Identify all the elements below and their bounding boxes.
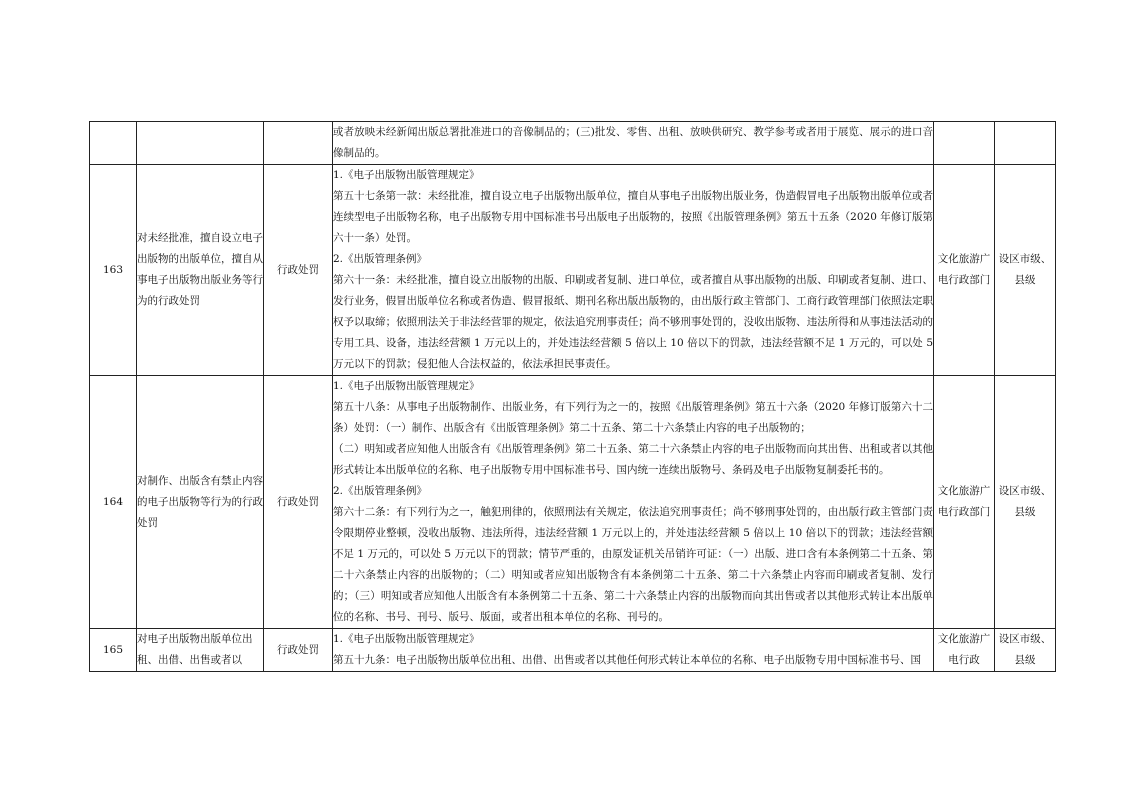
admin-level: 设区市级、县级 — [995, 376, 1056, 629]
item-type: 行政处罚 — [264, 629, 333, 672]
admin-level — [995, 122, 1056, 165]
table-row — [90, 165, 1056, 376]
legal-basis — [333, 165, 934, 376]
basis-line: 第六十二条：有下列行为之一，触犯刑律的，依照刑法有关规定，依法追究刑事责任；尚不够刑事处罚的，由出版行政主管部门责令限期停业整顿，没收出版物、违法所得，违法经营额 1 万元以上的，并处违法经营额 5 倍以上 10 倍以下的罚款；违法经营额不足 1 万元的，可以处 5 万元以下的罚款；情节严重的，由原发证机关吊销许可证：（一）出版、进口含有本条例第二十五条、第二十六条禁止内容的出版物的；（二）明知或者应知出版物含有本条例第二十五条、第二十六条禁止内容而印刷或者复制、发行的；（三）明知或者应知他人出版含有本条例第二十五条、第二十六条禁止内容的出版物而向其出售或者以其他形式转让本出版单位的名称、书号、刊号、版号、版面，或者出租本单位的名称、刊号的。 — [333, 506, 933, 623]
item-name: 对制作、出版含有禁止内容的电子出版物等行为的行政处罚 — [137, 376, 264, 629]
basis-line: 1.《电子出版物出版管理规定》 — [333, 633, 480, 645]
item-type — [264, 122, 333, 165]
basis-line: 第五十七条第一款：未经批准，擅自设立电子出版物出版单位，擅自从事电子出版物出版业务，伪造假冒电子出版物出版单位或者连续型电子出版物名称，电子出版物专用中国标准书号出版电子出版物的，按照《出版管理条例》第五十五条（2020 年修订版第六十一条）处罚。 — [333, 190, 933, 244]
row-number — [90, 122, 137, 165]
item-name: 对未经批准，擅自设立电子出版物的出版单位，擅自从事电子出版物出版业务等行为的行政处罚 — [137, 165, 264, 376]
basis-line: 2.《出版管理条例》 — [333, 253, 428, 265]
basis-line: 第五十九条：电子出版物出版单位出租、出借、出售或者以其他任何形式转让本单位的名称、电子出版物专用中国标准书号、国 — [333, 654, 921, 666]
basis-line: 2.《出版管理条例》 — [333, 485, 428, 497]
basis-line: 第六十一条：未经批准，擅自设立出版物的出版、印刷或者复制、进口单位，或者擅自从事出版物的出版、印刷或者复制、进口、发行业务，假冒出版单位名称或者伪造、假冒报纸、期刊名称出版出版物的，由出版行政主管部门、工商行政管理部门依照法定职权予以取缔；依照刑法关于非法经营罪的规定，依法追究刑事责任；尚不够刑事处罚的，没收出版物、违法所得和从事违法活动的专用工具、设备，违法经营额 1 万元以上的，并处违法经营额 5 倍以上 10 倍以下的罚款，违法经营额不足 1 万元的，可以处 5 万元以下的罚款；侵犯他人合法权益的，依法承担民事责任。 — [333, 274, 933, 370]
legal-basis — [333, 122, 934, 165]
responsible-dept — [934, 122, 995, 165]
row-number: 164 — [90, 376, 137, 629]
item-name: 对电子出版物出版单位出租、出借、出售或者以 — [137, 629, 264, 672]
item-type: 行政处罚 — [264, 165, 333, 376]
admin-level: 设区市级、县级 — [995, 165, 1056, 376]
responsible-dept: 文化旅游广电行政部门 — [934, 376, 995, 629]
table-row — [90, 376, 1056, 629]
table-row — [90, 629, 1056, 672]
admin-level: 设区市级、县级 — [995, 629, 1056, 672]
item-type: 行政处罚 — [264, 376, 333, 629]
basis-line: 1.《电子出版物出版管理规定》 — [333, 169, 480, 181]
responsible-dept: 文化旅游广电行政部门 — [934, 165, 995, 376]
legal-basis — [333, 629, 934, 672]
basis-line: （二）明知或者应知他人出版含有《出版管理条例》第二十五条、第二十六条禁止内容的电子出版物而向其出售、出租或者以其他形式转让本出版单位的名称、电子出版物专用中国标准书号、国内统一连续出版物号、条码及电子出版物复制委托书的。 — [333, 443, 933, 476]
legal-basis — [333, 376, 934, 629]
basis-line: 1.《电子出版物出版管理规定》 — [333, 380, 480, 392]
basis-line: 第五十八条：从事电子出版物制作、出版业务，有下列行为之一的，按照《出版管理条例》第五十六条（2020 年修订版第六十二条）处罚：（一）制作、出版含有《出版管理条例》第二十五条、第二十六条禁止内容的电子出版物的； — [333, 401, 933, 434]
row-number: 163 — [90, 165, 137, 376]
table-row — [90, 122, 1056, 165]
responsible-dept: 文化旅游广电行政 — [934, 629, 995, 672]
item-name — [137, 122, 264, 165]
penalty-table — [89, 121, 1056, 672]
row-number: 165 — [90, 629, 137, 672]
basis-line: 或者放映未经新闻出版总署批准进口的音像制品的；(三)批发、零售、出租、放映供研究、教学参考或者用于展览、展示的进口音像制品的。 — [333, 126, 933, 159]
